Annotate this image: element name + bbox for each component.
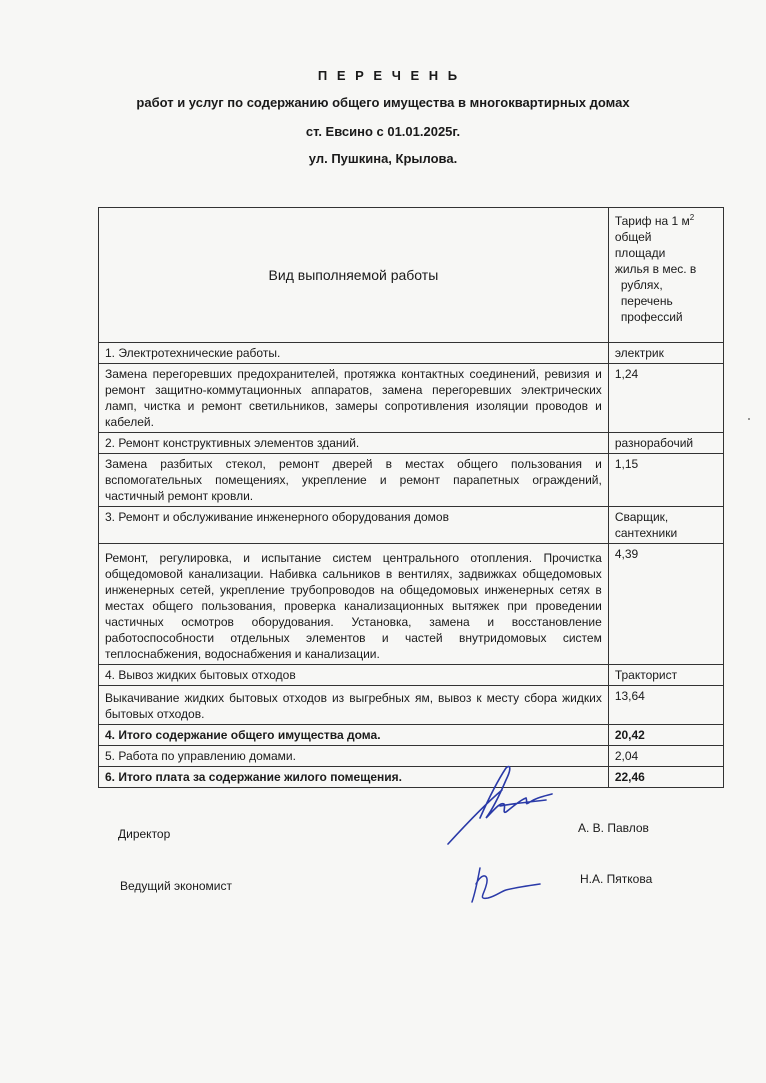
row-value: разнорабочий <box>608 433 723 454</box>
table-row <box>99 454 724 507</box>
table-row-total <box>99 725 724 746</box>
document-title: П Е Р Е Ч Е Н Ь <box>317 68 461 83</box>
row-value: 13,64 <box>608 686 723 725</box>
col-header-work: Вид выполняемой работы <box>99 208 609 343</box>
works-table <box>98 207 724 788</box>
row-value: 2,04 <box>608 746 723 767</box>
row-value: Сварщик, сантехники <box>608 507 723 544</box>
economist-signature <box>466 862 546 908</box>
row-work-text: Ремонт, регулировка, и испытание систем центрального отопления. Прочистка общедомовой канализации. Набивка сальников в вентилях, задвижках общедомовых инженерных сетей, укрепление трубопроводов на общедомовых инженерных сетях в местах общего пользования, проверка канализационных вытяжек при проведении частичных осмотров оборудования. Установка, замена и восстановление работоспособности отдельных элементов и частей внутридомовых систем теплоснабжения, водоснабжения и канализации. <box>99 544 609 665</box>
row-work-text: 3. Ремонт и обслуживание инженерного оборудования домов <box>99 507 609 544</box>
row-work-text: 2. Ремонт конструктивных элементов зданий. <box>99 433 609 454</box>
row-work-text: 5. Работа по управлению домами. <box>99 746 609 767</box>
document-subtitle: работ и услуг по содержанию общего имущества в многоквартирных домах <box>136 95 630 110</box>
tariff-header-line: Тариф на 1 м <box>614 214 690 228</box>
row-work-text: 1. Электротехнические работы. <box>99 343 609 364</box>
table-row <box>99 507 724 544</box>
row-value: 20,42 <box>608 725 723 746</box>
table-row <box>99 364 724 433</box>
row-work-text: Выкачивание жидких бытовых отходов из выгребных ям, вывоз к месту сбора жидких бытовых отходов. <box>99 686 609 725</box>
director-label: Директор <box>118 827 171 841</box>
table-row <box>99 746 724 767</box>
tariff-header-sup: 2 <box>689 213 695 222</box>
row-work-text: 6. Итого плата за содержание жилого помещения. <box>99 767 609 788</box>
row-work-text: Замена разбитых стекол, ремонт дверей в местах общего пользования и вспомогательных помещениях, укрепление и ремонт парапетных ограждений, частичный ремонт кровли. <box>99 454 609 507</box>
row-value: электрик <box>608 343 723 364</box>
tariff-header-line: профессий <box>620 310 683 324</box>
table-row <box>99 343 724 364</box>
row-value: 22,46 <box>608 767 723 788</box>
table-row <box>99 686 724 725</box>
director-signature <box>440 760 560 850</box>
economist-label: Ведущий экономист <box>120 879 232 893</box>
row-work-text: 4. Итого содержание общего имущества дома. <box>99 725 609 746</box>
col-header-tariff <box>608 208 723 343</box>
row-value: 1,15 <box>608 454 723 507</box>
scan-speck <box>748 418 750 420</box>
document-location: ст. Евсино с 01.01.2025г. <box>305 124 461 139</box>
row-work-text: 4. Вывоз жидких бытовых отходов <box>99 665 609 686</box>
row-work-text: Замена перегоревших предохранителей, протяжка контактных соединений, ревизия и ремонт защитно-коммутационных аппаратов, замена перегоревших электрических ламп, чистка и ремонт светильников, замеры сопротивления изоляции проводов и кабелей. <box>99 364 609 433</box>
tariff-header-line: общей <box>614 230 652 244</box>
tariff-header-line: жилья в мес. в <box>614 262 697 276</box>
table-row <box>99 433 724 454</box>
table-row <box>99 544 724 665</box>
table-row-grand-total <box>99 767 724 788</box>
tariff-header-line: рублях, <box>620 278 663 292</box>
tariff-header-line: перечень <box>620 294 673 308</box>
row-value: 4,39 <box>608 544 723 665</box>
tariff-header-line: площади <box>614 246 666 260</box>
director-name: А. В. Павлов <box>578 821 649 835</box>
table-header-row <box>99 208 724 343</box>
economist-name: Н.А. Пяткова <box>580 872 653 886</box>
document-street: ул. Пушкина, Крылова. <box>308 151 458 166</box>
row-value: Тракторист <box>608 665 723 686</box>
table-row <box>99 665 724 686</box>
row-value: 1,24 <box>608 364 723 433</box>
